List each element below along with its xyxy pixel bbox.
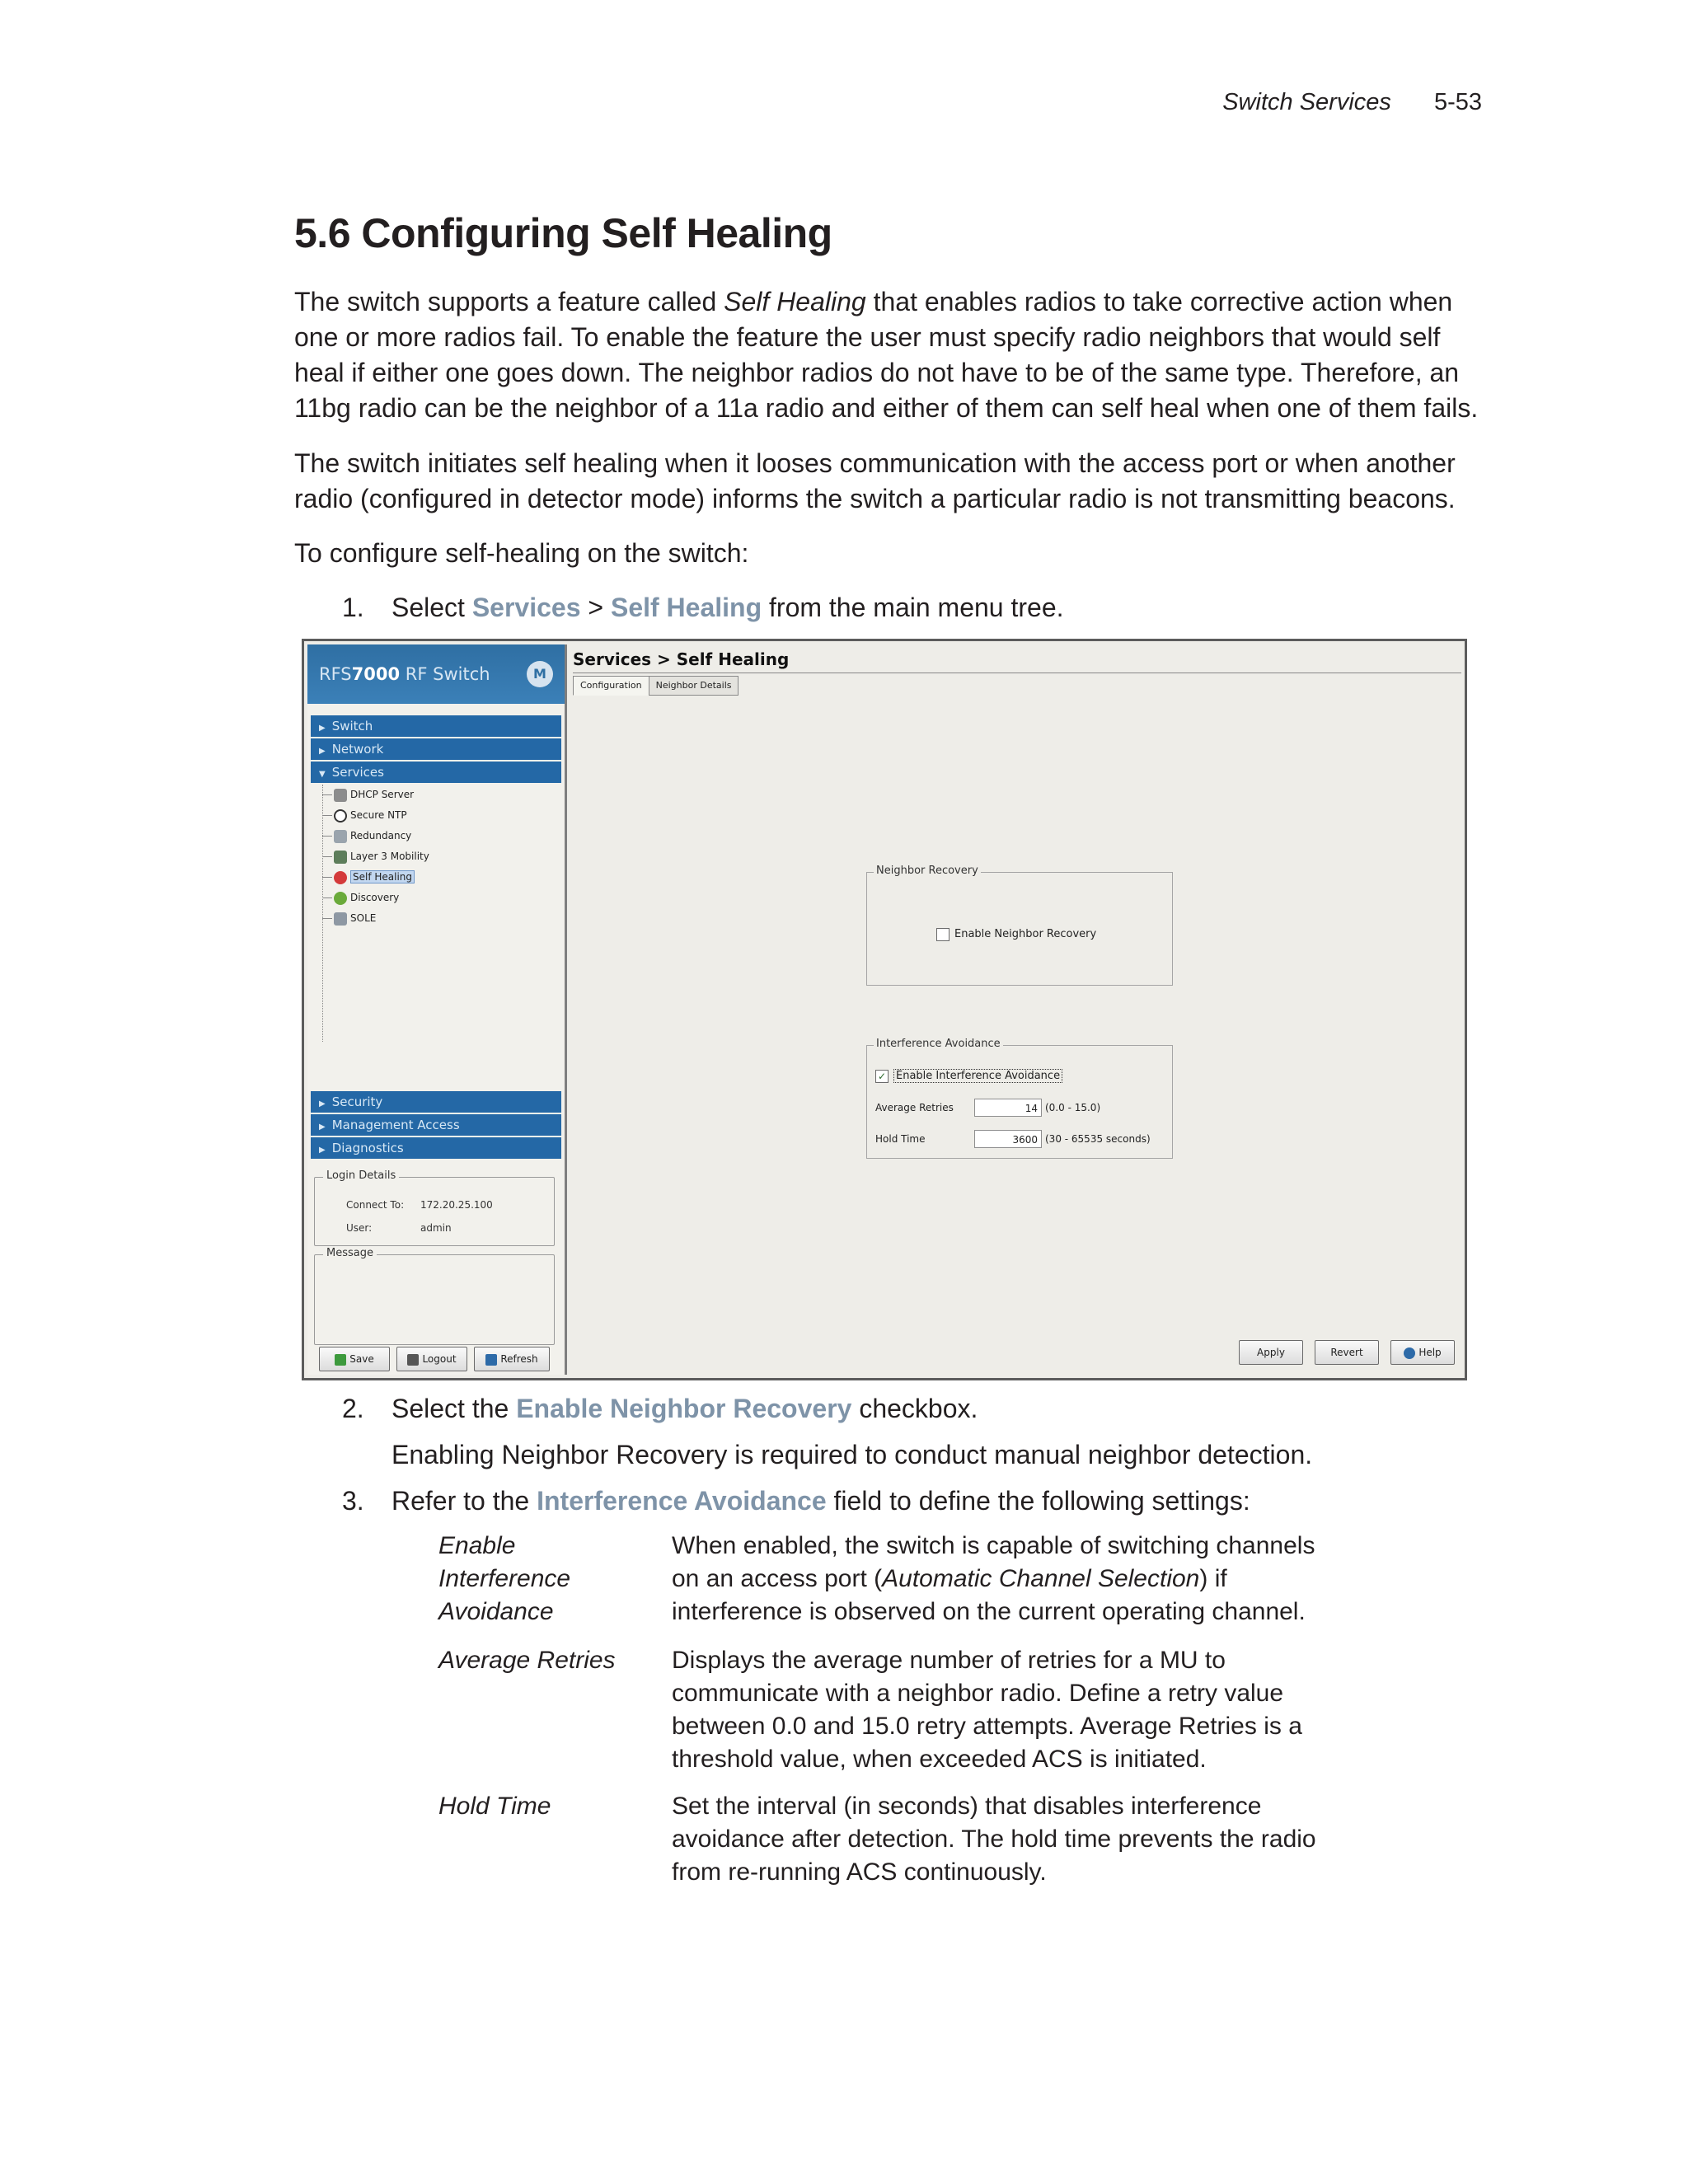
redundancy-icon (334, 830, 347, 843)
definition-term: Hold Time (438, 1793, 551, 1820)
user-label: User: (346, 1222, 373, 1234)
field-ref-enable-neighbor-recovery: Enable Neighbor Recovery (516, 1394, 852, 1423)
enable-interference-avoidance-label: Enable Interference Avoidance (893, 1069, 1062, 1083)
enable-interference-avoidance-checkbox[interactable]: ✓ (875, 1070, 889, 1083)
logout-icon (407, 1354, 419, 1366)
login-details-group (314, 1169, 555, 1246)
menu-label: Diagnostics (331, 1141, 404, 1155)
tree-label: Self Healing (350, 870, 415, 883)
average-retries-input[interactable]: 14 (974, 1099, 1042, 1117)
enable-neighbor-recovery-label: Enable Neighbor Recovery (954, 928, 1097, 940)
login-details-legend: Login Details (323, 1169, 399, 1182)
menu-ref-services: Services (471, 593, 581, 622)
refresh-button[interactable] (474, 1347, 550, 1371)
tree-branch (322, 794, 332, 795)
tree-label: DHCP Server (350, 789, 415, 800)
step-text-end: from the main menu tree. (762, 593, 1064, 622)
menu-ref-self-healing: Self Healing (610, 593, 762, 622)
app-title-prefix: RFS (319, 664, 352, 684)
enable-neighbor-recovery-checkbox[interactable] (936, 928, 950, 941)
interference-avoidance-group (866, 1038, 1173, 1159)
app-screenshot (302, 639, 1467, 1380)
intro-p1-text: The switch supports a feature called (294, 287, 724, 316)
apply-button[interactable] (1239, 1340, 1303, 1365)
step-2 (342, 1391, 978, 1427)
connect-to-value: 172.20.25.100 (420, 1199, 493, 1211)
enable-interference-avoidance-row (875, 1067, 1062, 1083)
step-number: 2. (342, 1394, 364, 1423)
refresh-icon (485, 1354, 497, 1366)
step-text: Select (392, 593, 472, 622)
tree-label: SOLE (350, 912, 377, 924)
content-pane (568, 644, 1461, 1375)
app-title-suffix: RF Switch (400, 664, 490, 684)
step-text: Select the (392, 1394, 517, 1423)
menu-label: Security (331, 1094, 383, 1109)
tree-branch (322, 836, 332, 837)
self-healing-icon (334, 871, 347, 884)
definition-term: Enable Interference Avoidance (438, 1532, 571, 1625)
intro-paragraph-2: The switch initiates self healing when it looses communication with the access port or when another radio (configured in detector mode) informs the switch a particular radio is not transmitting beacons. (294, 448, 1456, 513)
header-section: Switch Services (1222, 89, 1391, 115)
menu-label: Network (331, 742, 384, 757)
definition-description: Displays the average number of retries for a MU to communicate with a neighbor radio. Define a retry value between 0.0 and 15.0 retry attempts. Average Retries is a threshold value, when exceeded ACS is initiated. (672, 1647, 1302, 1773)
help-button[interactable] (1390, 1340, 1455, 1365)
step-separator: > (580, 593, 611, 622)
step-1 (342, 590, 1064, 626)
field-ref-interference-avoidance: Interference Avoidance (537, 1486, 827, 1516)
step-2-note: Enabling Neighbor Recovery is required to conduct manual neighbor detection. (392, 1440, 1313, 1469)
tree-label: Redundancy (350, 830, 412, 841)
step-text: Refer to the (392, 1486, 537, 1516)
tree-branch (322, 877, 332, 878)
triangle-right-icon: ▶ (319, 747, 326, 756)
step-3 (342, 1483, 1250, 1519)
definition-text-end: ) if interference is observed on the current operating channel. (672, 1565, 1306, 1625)
enable-neighbor-recovery-row (936, 926, 1096, 941)
definition-description (672, 1530, 1331, 1629)
clock-icon (334, 809, 347, 823)
triangle-right-icon: ▶ (319, 1099, 326, 1108)
neighbor-recovery-legend: Neighbor Recovery (874, 865, 981, 877)
section-title: 5.6 Configuring Self Healing (294, 210, 832, 256)
globe-icon (334, 892, 347, 905)
tree-branch (322, 918, 332, 919)
step-number: 3. (342, 1486, 364, 1516)
running-header (1222, 89, 1482, 116)
hold-time-label: Hold Time (875, 1133, 926, 1145)
message-group (314, 1247, 555, 1345)
tree-item-layer-3-mobility[interactable] (307, 846, 565, 867)
tree-item-redundancy[interactable] (307, 826, 565, 846)
connect-to-label: Connect To: (346, 1199, 405, 1211)
app-title-model: 7000 (351, 664, 401, 684)
interference-avoidance-legend: Interference Avoidance (874, 1038, 1003, 1050)
menu-bottom (307, 1090, 565, 1160)
button-label: Apply (1257, 1347, 1285, 1358)
neighbor-recovery-group (866, 865, 1173, 986)
triangle-down-icon: ▼ (319, 770, 326, 779)
services-tree (307, 785, 565, 1073)
intro-paragraph-3: To configure self-healing on the switch: (294, 538, 749, 568)
app-title-bar (307, 644, 565, 704)
definition-text: When enabled, the switch is capable of switching channels on an access port ( (672, 1532, 1315, 1592)
triangle-right-icon: ▶ (319, 1146, 326, 1155)
definition-term: Average Retries (438, 1647, 616, 1674)
page-number: 5-53 (1433, 89, 1482, 115)
server-icon (334, 789, 347, 802)
tree-label: Discovery (350, 892, 400, 903)
tree-item-secure-ntp[interactable] (307, 805, 565, 826)
menu-item-diagnostics[interactable] (311, 1137, 561, 1159)
logout-button[interactable] (396, 1347, 467, 1371)
mobility-icon (334, 851, 347, 864)
tree-label: Secure NTP (350, 809, 407, 821)
tab-configuration[interactable]: Configuration (573, 676, 649, 696)
definition-description: Set the interval (in seconds) that disables interference avoidance after detection. The hold time prevents the radio from re-running ACS continuously. (672, 1793, 1316, 1886)
step-text-end: field to define the following settings: (826, 1486, 1250, 1516)
tree-item-sole[interactable] (307, 908, 565, 929)
menu-item-network[interactable] (311, 738, 561, 760)
menu-top (307, 715, 565, 783)
triangle-right-icon: ▶ (319, 724, 326, 733)
hold-time-input[interactable]: 3600 (974, 1130, 1042, 1148)
step-text-end: checkbox. (851, 1394, 978, 1423)
breadcrumb: Services > Self Healing (573, 649, 790, 669)
button-label: Help (1418, 1347, 1442, 1358)
tree-item-discovery[interactable] (307, 888, 565, 908)
revert-button[interactable] (1315, 1340, 1379, 1365)
menu-item-switch[interactable] (311, 715, 561, 737)
navigation-pane (307, 644, 567, 1375)
menu-label: Management Access (331, 1118, 460, 1132)
intro-paragraph-1 (294, 284, 1489, 426)
button-label: Save (349, 1353, 374, 1365)
button-label: Logout (422, 1353, 457, 1365)
help-icon (1404, 1347, 1415, 1359)
menu-item-management-access[interactable] (311, 1114, 561, 1136)
button-label: Refresh (500, 1353, 538, 1365)
triangle-right-icon: ▶ (319, 1122, 326, 1132)
tree-item-self-healing[interactable] (307, 867, 565, 888)
average-retries-label: Average Retries (875, 1102, 954, 1113)
step-number: 1. (342, 593, 364, 622)
menu-item-services[interactable] (311, 762, 561, 783)
tree-branch (322, 856, 332, 857)
tab-neighbor-details[interactable]: Neighbor Details (649, 676, 739, 696)
tab-strip (573, 676, 738, 696)
save-icon (335, 1354, 346, 1366)
tree-branch (322, 815, 332, 816)
tree-item-dhcp-server[interactable] (307, 785, 565, 805)
menu-label: Switch (331, 719, 373, 733)
tree-label: Layer 3 Mobility (350, 851, 429, 862)
intro-p1-rest: that enables radios to take corrective action when one or more radios fail. To enable the feature the user must specify radio neighbors that would self heal if either one goes down. The neighbor radios do not have to be of the same type. Therefore, an 11bg radio can be the neighbor of a 11a radio and either of them can self heal when one of them fails. (294, 287, 1479, 423)
definition-emphasis: Automatic Channel Selection (882, 1565, 1200, 1592)
save-button[interactable] (319, 1347, 390, 1371)
motorola-logo-icon: M (527, 661, 553, 687)
sole-icon (334, 912, 347, 926)
menu-label: Services (331, 765, 384, 780)
intro-p1-term: Self Healing (724, 287, 866, 316)
menu-item-security[interactable] (311, 1091, 561, 1113)
hold-time-range: (30 - 65535 seconds) (1045, 1133, 1151, 1145)
user-value: admin (420, 1222, 452, 1234)
button-label: Revert (1330, 1347, 1363, 1358)
message-legend: Message (323, 1247, 377, 1259)
average-retries-range: (0.0 - 15.0) (1045, 1102, 1101, 1113)
